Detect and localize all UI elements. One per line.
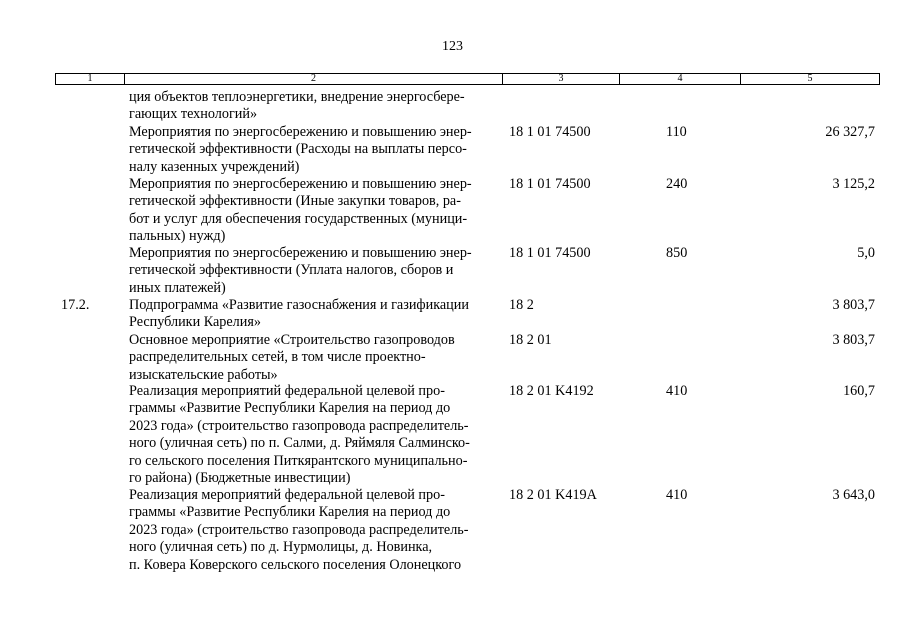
- row-expense-type: 410: [666, 383, 688, 399]
- row-expense-type: 110: [666, 124, 687, 140]
- description-line: го сельского поселения Питкярантского муниципально-: [129, 452, 468, 469]
- description-line: гетической эффективности (Расходы на выплаты персо-: [129, 141, 467, 158]
- row-description: [129, 124, 499, 176]
- description-line: Подпрограмма «Развитие газоснабжения и газификации: [129, 297, 469, 313]
- column-header-5: 5: [807, 73, 813, 84]
- description-line: Мероприятия по энергосбережению и повышению энер-: [129, 176, 472, 192]
- description-line: 2023 года» (строительство газопровода распределитель-: [129, 521, 469, 538]
- description-line: ного (уличная сеть) по д. Нурмолицы, д. Новинка,: [129, 539, 433, 556]
- description-line: го района) (Бюджетные инвестиции): [129, 470, 351, 487]
- table-header: [55, 73, 880, 85]
- row-expense-type: 410: [666, 487, 688, 503]
- description-line: гающих технологий»: [129, 106, 258, 123]
- column-header-3: 3: [503, 74, 620, 84]
- description-line: Реализация мероприятий федеральной целевой про-: [129, 383, 445, 399]
- description-line: граммы «Развитие Республики Карелия на период до: [129, 504, 451, 521]
- column-header-2: 2: [125, 74, 503, 84]
- row-code: 18 2 01: [509, 332, 552, 348]
- description-line: 2023 года» (строительство газопровода распределитель-: [129, 417, 469, 434]
- description-line: иных платежей): [129, 279, 226, 296]
- row-description: [129, 176, 499, 246]
- row-description: [129, 383, 499, 487]
- column-header-4: 4: [620, 74, 741, 84]
- description-line: Мероприятия по энергосбережению и повышению энер-: [129, 124, 472, 140]
- row-code: 18 1 01 74500: [509, 124, 591, 140]
- description-line: Республики Карелия»: [129, 314, 261, 331]
- row-code: 18 2 01 K4192: [509, 383, 594, 399]
- description-line: Реализация мероприятий федеральной целевой про-: [129, 487, 445, 503]
- page-number: 123: [442, 39, 463, 54]
- row-description: [129, 332, 499, 384]
- description-line: распределительных сетей, в том числе проектно-: [129, 349, 426, 366]
- row-description: [129, 297, 499, 332]
- row-code: 18 2: [509, 297, 534, 313]
- row-expense-type: 240: [666, 176, 688, 192]
- row-code: 18 1 01 74500: [509, 245, 591, 261]
- row-expense-type: 850: [666, 245, 688, 261]
- row-amount: 3 803,7: [832, 332, 875, 348]
- row-description: [129, 245, 499, 297]
- description-line: гетической эффективности (Иные закупки товаров, ра-: [129, 193, 461, 210]
- description-line: п. Ковера Коверского сельского поселения Олонецкого: [129, 556, 462, 573]
- description-line: бот и услуг для обеспечения государственных (муници-: [129, 210, 468, 227]
- row-code: 18 2 01 K419A: [509, 487, 597, 503]
- row-amount: 3 803,7: [832, 297, 875, 313]
- row-description: [129, 89, 499, 124]
- description-line: гетической эффективности (Уплата налогов, сборов и: [129, 262, 454, 279]
- description-line: пальных) нужд): [129, 228, 226, 245]
- row-amount: 3 643,0: [832, 487, 875, 503]
- description-line: ного (уличная сеть) по п. Салми, д. Ряймяля Салминско-: [129, 435, 470, 452]
- row-description: [129, 487, 499, 574]
- row-amount: 160,7: [843, 383, 875, 399]
- description-line: налу казенных учреждений): [129, 158, 300, 175]
- description-line: изыскательские работы»: [129, 366, 278, 383]
- description-line: Основное мероприятие «Строительство газопроводов: [129, 332, 455, 348]
- column-header-1: 1: [56, 74, 125, 84]
- description-line: Мероприятия по энергосбережению и повышению энер-: [129, 245, 472, 261]
- row-number: 17.2.: [61, 297, 90, 313]
- row-amount: 5,0: [857, 245, 875, 261]
- description-line: граммы «Развитие Республики Карелия на период до: [129, 400, 451, 417]
- row-amount: 3 125,2: [832, 176, 875, 192]
- row-code: 18 1 01 74500: [509, 176, 591, 192]
- row-amount: 26 327,7: [825, 124, 875, 140]
- description-line: ция объектов теплоэнергетики, внедрение энергосбере-: [129, 89, 465, 105]
